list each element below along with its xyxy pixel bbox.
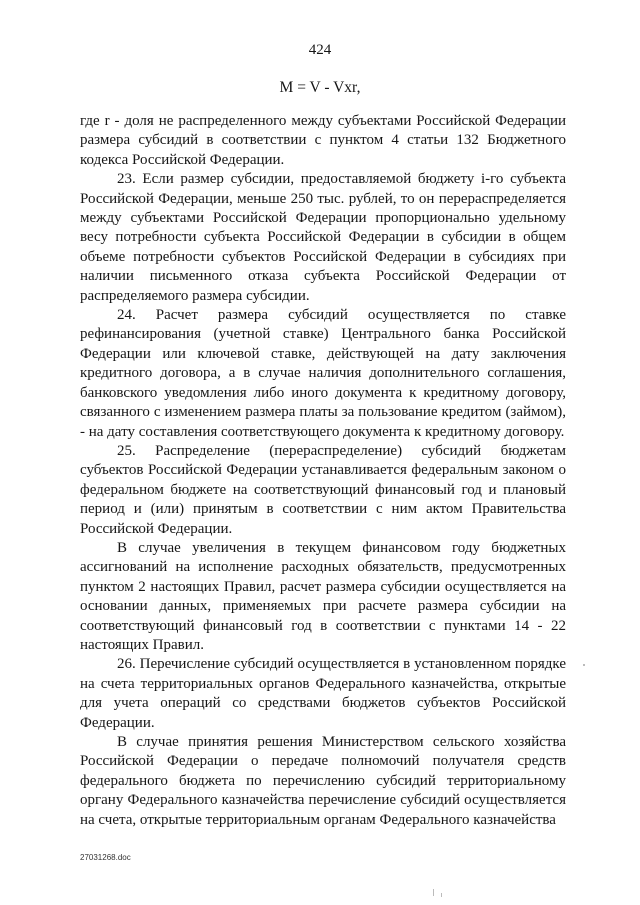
body-text <box>80 112 566 830</box>
scan-speck <box>583 664 585 666</box>
paragraph-26-delegation: В случае принятия решения Министерством сельского хозяйства Российской Федерации о передаче полномочий получателя средств федерального бюджета по перечислению субсидий территориальному органу Федерального казначейства перечисление субсидий осуществляется на счета, открытые территориальным органам Федерального казначейства <box>80 734 566 828</box>
paragraph-25: 25. Распределение (перераспределение) субсидий бюджетам субъектов Российской Федерации устанавливается федеральным законом о федеральном бюджете на соответствующий финансовый год и плановый период и (или) принятым в соответствии с ним актом Правительства Российской Федерации. <box>80 442 566 537</box>
paragraph-24: 24. Расчет размера субсидий осуществляется по ставке рефинансирования (учетной ставке) Центрального банка Российской Федерации или ключевой ставке, действующей на дату заключения кредитного договора, а в случае наличия дополнительного соглашения, банковского уведомления либо иного документа к кредитному договору, связанного с изменением размера платы за пользование кредитом (займом), - на дату составления соответствующего документа к кредитному договору. <box>80 307 566 440</box>
scan-speck <box>441 893 442 897</box>
scan-speck <box>433 889 434 896</box>
document-file-id: 27031268.doc <box>80 853 131 862</box>
paragraph-23: 23. Если размер субсидии, предоставляемой бюджету i-го субъекта Российской Федерации, меньше 250 тыс. рублей, то он перераспределяется между субъектами Российской Федерации пропорционально удельному весу потребности субъекта Российской Федерации в субсидии в общем объеме потребности субъектов Российской Федерации в субсидиях при наличии письменного отказа субъекта Российской Федерации от распределяемого размера субсидии. <box>80 171 566 304</box>
paragraph-26: 26. Перечисление субсидий осуществляется в установленном порядке на счета территориальных органов Федерального казначейства, открытые для учета операций со средствами бюджетов субъектов Российской Федерации. <box>80 656 566 731</box>
paragraph-25-increase: В случае увеличения в текущем финансовом году бюджетных ассигнований на исполнение расходных обязательств, предусмотренных пунктом 2 настоящих Правил, расчет размера субсидии осуществляется на основании данных, применяемых при расчете размера субсидии на соответствующий финансовый год в соответствии с пунктами 14 - 22 настоящих Правил. <box>80 539 566 653</box>
paragraph-r-definition: где r - доля не распределенного между субъектами Российской Федерации размера субсидий в соответствии с пунктом 4 статьи 132 Бюджетного кодекса Российской Федерации. <box>80 113 566 168</box>
formula: M = V - Vxr, <box>279 79 361 96</box>
page-number: 424 <box>308 42 332 58</box>
